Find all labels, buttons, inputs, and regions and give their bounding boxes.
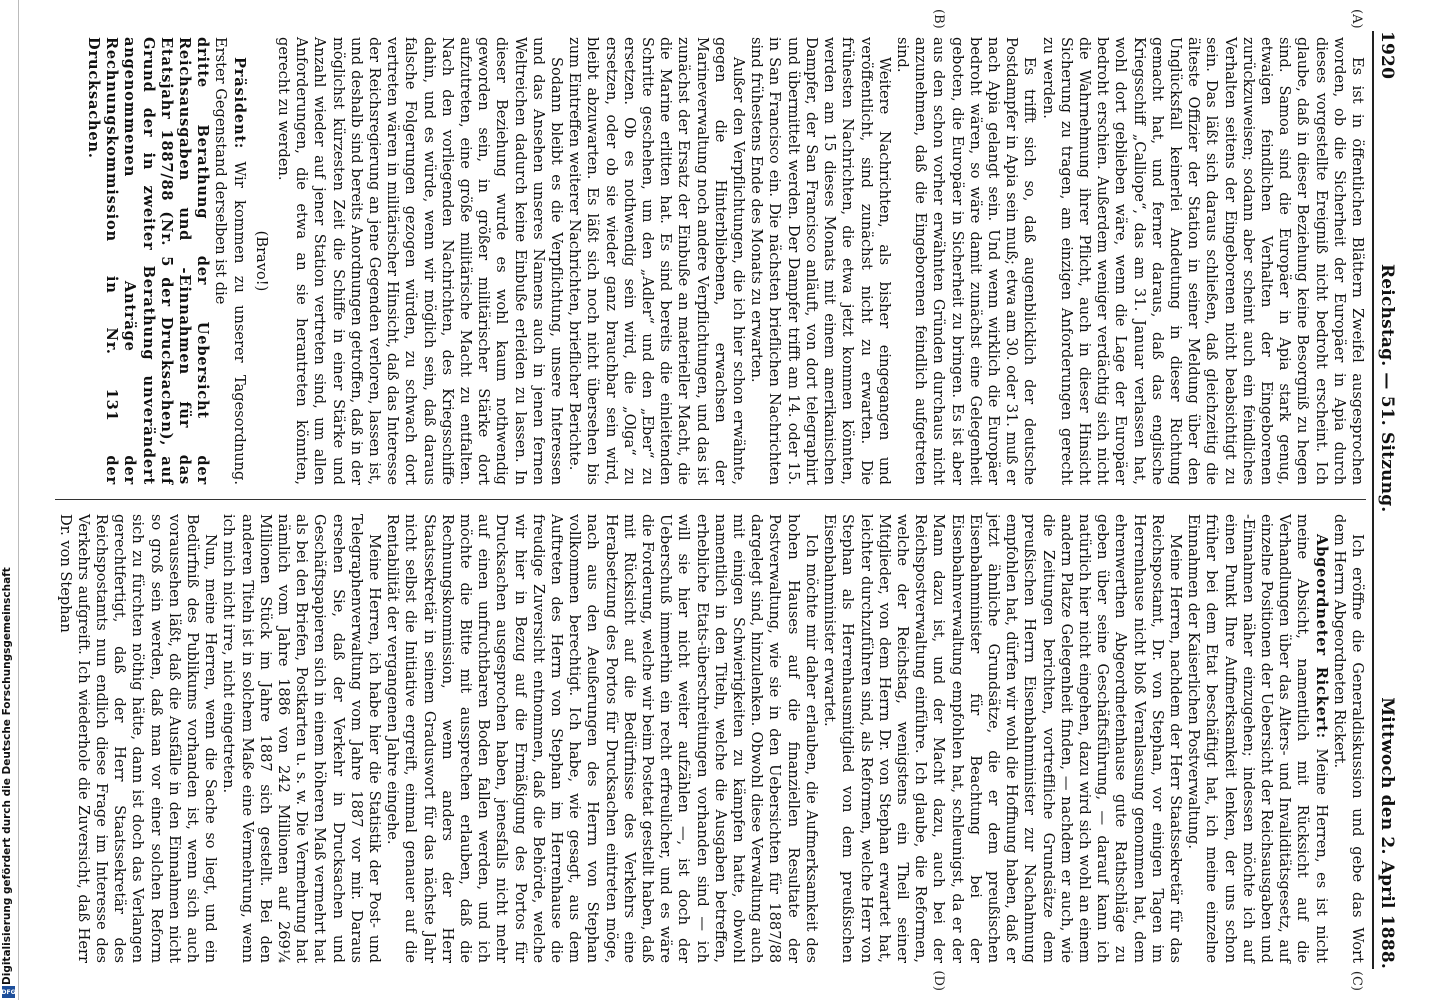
- margin-marker-b: (B): [931, 9, 946, 29]
- digitization-note: Digitalisierung gefördert durch die Deutsche Forschungsgemeinschaft: [1, 567, 13, 985]
- dfg-logo: DFG: [2, 986, 15, 998]
- paragraph: Meine Herren, ich habe hier die Statistik der Post- und Telegraphenverwaltung vom Jahre 1887 vor mir. Daraus ersehen Sie, daß der Verkehr in Drucksachen und Geschäftspapieren sich in einem höheren Maß vermehrt hat als bei den Briefen, Postkarten u. s. w. Die Vermehrung hat nämlich vom Jahre 1886 von 242 Millionen auf 269¼ Millionen Stück im Jahre 1887 sich gestellt. Bei den anderen Titeln ist in solchem Maße eine Vermehrung, wenn ich mich nicht irre, nicht eingetreten.: [220, 514, 384, 963]
- paragraph: Ich möchte mir daher erlauben, die Aufmerksamkeit des hohen Hauses auf die finanziellen Resultate der Postverwaltung, wie sie in den Uebersichten für 1887/88 dargelegt sind, hinzulenken. Obwohl diese Verwaltung auch mit einigen Schwierigkeiten zu kämpfen hatte, obwohl namentlich in den Titeln, welche die Ausgaben betreffen, erhebliche Etats-überschreitungen vorhanden sind — ich will sie hier nicht weiter aufzählen —, ist doch der Ueberschuß immerhin ein recht erfreulicher, und es wäre die Forderung, welche wir beim Postetat gestellt haben, daß mit Rücksicht auf die Bedürfnisse des Verkehrs eine Herabsetzung des Portos für Drucksachen eintreten möge, nach aus den Aeußerungen des Herrn von Stephan vollkommen berechtigt. Ich habe, wie gesagt, aus dem Auftreten des Herrn von Stephan im Herrenhause die freudige Zuversicht entnommen, daß die Behörde, welche wir hier in Bezug auf die Ermäßigung des Portos für Drucksachen ausgesprochen haben, jenesfalls nicht mehr auf einen unfruchtbaren Boden fallen werden, und ich möchte die Bitte mit aussprechen erlauben, daß die Rechnungskommission, wenn anders der Herr Staatssekretär in seinem Graduswort für das nächste Jahr nicht selbst die Initiative ergreift, einmal genauer auf die Rentabilität der vergangenen Jahre eingehe.: [384, 514, 820, 963]
- paragraph: Außer den Verpflichtungen, die ich hier schon erwähnte, gegen die Hinterbliebenen, erwachsen der Marineverwaltung noch andere Verpflichtungen, und das ist zunächst der Ersatz der Einbuße an materieller Macht, die die Marine erlitten hat. Es sind bereits die einleitenden Schritte geschehen, um den „Adler“ und den „Eber“ zu ersetzen. Ob es nothwendig sein wird, die „Olga“ zu ersetzen, oder ob sie wieder ganz brauchbar sein wird, bleibt abzuwarten. Es läßt sich noch nicht übersehen bis zum Eintreffen weiterer Nachrichten, brieflicher Berichte.: [566, 37, 748, 485]
- left-column: [55, 31, 1366, 500]
- page-number: 1920: [1377, 31, 1397, 80]
- paragraph: Nun, meine Herren, wenn die Sache so liegt, und ein Bedürfniß des Publikums vorhanden ist, wenn sich auch voraussehen läßt, daß die Ausfälle in den Einnahmen nicht so groß sein werden, daß man vor einer solchen Reform sich zu fürchten nöthig hätte, dann ist doch das Verlangen gerechtfertigt, daß der Herr Staatssekretär des Reichspostamts nun endlich diese Frage im Interesse des Verkehrs aufgreift. Ich wiederhole die Zuversicht, daß Herr Dr. von Stephan: [56, 514, 220, 963]
- paragraph: Meine Herren, nachdem der Herr Staatssekretär für das Reichspostamt, Dr. von Stephan, vor einigen Tagen im Herrenhause nicht bloß Veranlassung genommen hat, dem ehrenwerthen Abgeordnetenhause gute Rathschläge zu geben über seine Geschäftsführung, — darauf kann ich natürlich hier nicht eingehen, dazu wird sich wohl an einem andern Platze Gelegenheit finden, — nachdem er auch, wie die Zeitungen berichten, vortreffliche Grundsätze dem preußischen Herrn Eisenbahnminister zur Nachahmung empfohlen hat, dürfen wir wohl die Hoffnung haben, daß er jetzt ähnliche Grundsätze, die er dem preußischen Eisenbahnminister für Beachtung bei der Eisenbahnverwaltung empfohlen hat, schleunigst, da er der Mann dazu ist, und der Macht dazu, auch bei der Reichspostverwaltung einführe. Ich glaube, die Reformen, welche der Reichstag, wenigstens ein Theil seiner Mitglieder, von dem Herrn Dr. von Stephan erwartet hat, leichter durchzuführen sind, als Reformen, welche Herr von Stephan als Herrenhausmitglied von dem preußischen Eisenbahnminister erwartet.: [821, 514, 1184, 963]
- paragraph: Weitere Nachrichten, als bisher eingegangen und veröffentlicht, sind zunächst nicht zu erwarten. Die frühesten Nachrichten, die etwa jetzt kommen könnten, werden am 15 dieses Monats mit einem amerikanischen Dampfer, der San Francisco anläuft, von dort telegraphirt und übermittelt werden. Der Dampfer trifft am 14. oder 15. in San Francisco ein. Die nächsten brieflichen Nachrichten sind frühestens Ende des Monats zu erwarten.: [748, 37, 893, 485]
- president-paragraph: [211, 37, 247, 485]
- paragraph: Es trifft sich so, daß augenblicklich der deutsche Postdampfer in Apia sein muß; etwa am 30. oder 31. muß er nach Apia gelangt sein. Und wenn wirklich die Europäer bedroht wären, so wäre damit zunächst eine Gelegenheit geboten, die Europäer in Sicherheit zu bringen. Es ist aber aus den schon vorher erwähnten Gründen durchaus nicht anzunehmen, daß die Eingeborenen feindlich aufgetreten sind.: [893, 37, 1039, 485]
- bravo-note: (Bravo!): [252, 230, 270, 292]
- speaker-paragraph: [1184, 514, 1330, 963]
- paragraph: Sodann bleibt es die Verpflichtung, unsere Interessen und das Ansehen unseres Namens auch in jenen fernen Weltreichen dadurch keine Einbuße erleiden zu lassen. In dieser Beziehung wurde es wohl kaum nothwendig geworden sein, in größer militärischer Stärke dort aufzutreten, eine größe militärische Macht zu entfalten. Nach den vorliegenden Nachrichten, des Kriegsschiffe dahin, und es würde, wenn wir möglich sein, daß daraus falsche Folgerungen gezogen würden, zu schwach dort vertreten wären in militärischer Hinsicht, daß das Interesse der Reichsregierung an jene Gegenden verloren, lassen ist, und deshalb sind bereits Anordnungen getroffen, daß in der möglichst kürzesten Zeit die Schiffe in einer Stärke und Anzahl wieder auf jener Station vertreten sind, um allen Anforderungen, die etwa an sie herantreten könnten, gerecht zu werden.: [275, 37, 566, 485]
- page-header: [1372, 31, 1397, 969]
- speaker-label: Abgeordneter Rickert:: [1312, 534, 1330, 739]
- agenda-item: [84, 37, 211, 485]
- session-title: Reichstag. — 51. Sitzung.: [1377, 263, 1397, 513]
- document-page: [21, 5, 1411, 995]
- agenda-text: dritte Berathung der Uebersicht der Reichsausgaben und -Einnahmen für das Etatsjahr 1887/88 (Nr. 5 der Drucksachen), auf Grund der in zweiter Berathung unverändert angenommenen Anträge der Rechnungskommission in Nr. 131 der Drucksachen.: [84, 37, 212, 485]
- paragraph: Es ist in öffentlichen Blättern Zweifel ausgesprochen worden, ob die Sicherheit der Europäer in Apia durch dieses vorgestellte Ereigniß nicht bedroht erscheint. Ich glaube, daß in dieser Beziehung keine Besorgniß zu hegen sind. Samoa sind die Europäer in Apia stark genug, etwaigen feindlichen Verhalten der Eingeborenen zurückzuweisen; sodann aber scheint auch ein feindliches Verhalten seitens der Eingeborenen nicht beabsichtigt zu sein. Das läßt sich daraus schließen, daß gleichzeitig die älteste Offizier der Station in seiner Meldung über den Unglücksfall keinerlei Andeutung in dieser Richtung gemacht hat, und ferner daraus, daß das englische Kriegsschiff „Calliope“, das am 31. Januar verlassen hat, wohl dort geblieben wäre, wenn die Lage der Europäer bedroht erschien. Außerdem weniger verdächtig sich nicht die Wahrnehmung ihrer Pflicht, auch in dieser Hinsicht Sicherung zu tragen, am einzigen Anforderungen gerecht zu werden.: [1039, 37, 1366, 485]
- opening-paragraph: Ich eröffne die Generaldiskussion und gebe das Wort dem Herrn Abgeordneten Rickert.: [1330, 514, 1366, 963]
- right-column: [55, 500, 1366, 969]
- margin-marker-a: (A): [1349, 9, 1364, 29]
- session-date: Mittwoch den 2. April 1888.: [1377, 697, 1397, 969]
- margin-marker-d: (D): [931, 970, 946, 991]
- margin-marker-c: (C): [1349, 970, 1364, 991]
- text-columns: [55, 9, 1366, 991]
- president-label: Präsident:: [230, 57, 248, 150]
- president-text: Wir kommen zu unserer Tagesordnung. Erster Gegenstand derselben ist die: [212, 37, 248, 486]
- speaker-text: Meine Herren, es ist nicht meine Absicht, namentlich mit Rücksicht auf die Verhandlungen über das Alters- und Invaliditätsgesetz, auf einzelne Positionen der Uebersicht der Reichsausgaben und -Einnahmen näher einzugehen; indessen möchte ich auf einen Punkt Ihre Aufmerksamkeit lenken, der uns schon früher bei dem Etat beschäftigt hat, ich meine einzelne Einnahmen der Kaiserlichen Postverwaltung.: [1185, 514, 1330, 964]
- digitization-strip: [0, 0, 19, 1000]
